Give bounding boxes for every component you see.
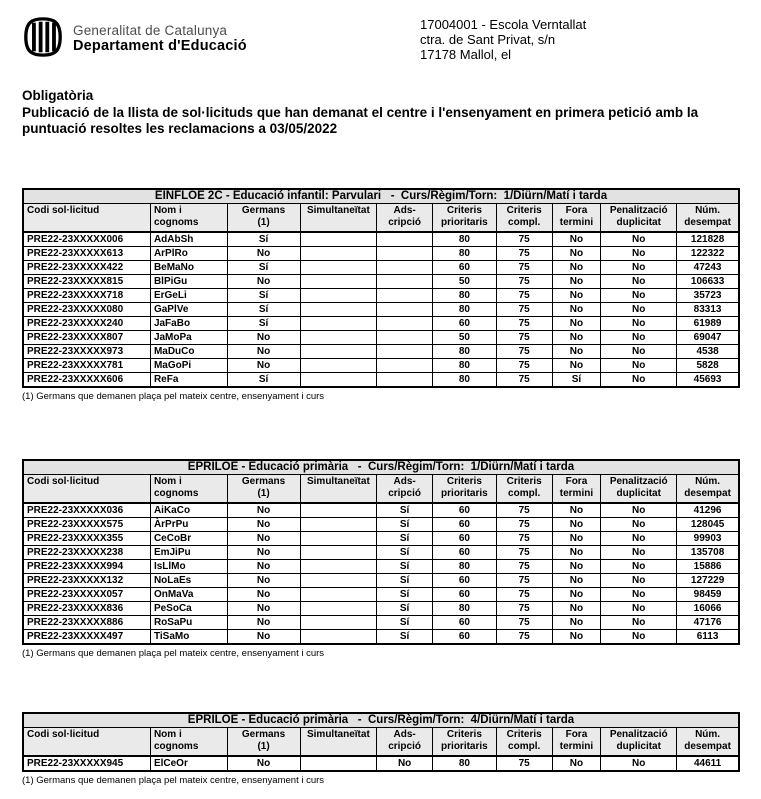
table-row — [23, 559, 739, 573]
cell-num-desempat: 106633 — [677, 274, 739, 288]
cell-criteris-compl: 75 — [496, 358, 552, 372]
col-header-codi-sollicitud: Codi sol·licitud — [23, 728, 150, 756]
cell-criteris-prioritaris: 50 — [433, 274, 497, 288]
table-section-epriloe-4 — [22, 712, 740, 786]
col-header-simultaneitat: Simultaneïtat — [300, 204, 377, 232]
cell-nom-cognoms: EmJiPu — [150, 545, 227, 559]
cell-penalitzacio-duplicitat: No — [601, 246, 677, 260]
cell-criteris-prioritaris: 60 — [433, 260, 497, 274]
cell-fora-termini: No — [552, 615, 601, 629]
cell-penalitzacio-duplicitat: No — [601, 503, 677, 518]
cell-simultaneitat — [300, 756, 377, 771]
cell-criteris-prioritaris: 80 — [433, 246, 497, 260]
cell-criteris-compl: 75 — [496, 615, 552, 629]
cell-num-desempat: 4538 — [677, 344, 739, 358]
cell-germans: No — [227, 615, 300, 629]
cell-nom-cognoms: RoSaPu — [150, 615, 227, 629]
cell-criteris-compl: 75 — [496, 756, 552, 771]
cell-simultaneitat — [300, 545, 377, 559]
cell-codi-sollicitud: PRE22-23XXXXX238 — [23, 545, 150, 559]
cell-nom-cognoms: GaPlVe — [150, 302, 227, 316]
cell-simultaneitat — [300, 503, 377, 518]
cell-penalitzacio-duplicitat: No — [601, 531, 677, 545]
table-row — [23, 573, 739, 587]
cell-penalitzacio-duplicitat: No — [601, 517, 677, 531]
cell-nom-cognoms: ElCeOr — [150, 756, 227, 771]
cell-simultaneitat — [300, 559, 377, 573]
table-row — [23, 587, 739, 601]
cell-num-desempat: 98459 — [677, 587, 739, 601]
cell-codi-sollicitud: PRE22-23XXXXX807 — [23, 330, 150, 344]
table-row — [23, 288, 739, 302]
cell-simultaneitat — [300, 517, 377, 531]
cell-simultaneitat — [300, 232, 377, 247]
table-row — [23, 274, 739, 288]
cell-nom-cognoms: NoLaEs — [150, 573, 227, 587]
cell-criteris-compl: 75 — [496, 545, 552, 559]
cell-fora-termini: No — [552, 756, 601, 771]
cell-criteris-compl: 75 — [496, 302, 552, 316]
cell-nom-cognoms: BeMaNo — [150, 260, 227, 274]
table-row — [23, 260, 739, 274]
cell-codi-sollicitud: PRE22-23XXXXX036 — [23, 503, 150, 518]
cell-adscripcio — [377, 358, 433, 372]
cell-codi-sollicitud: PRE22-23XXXXX945 — [23, 756, 150, 771]
cell-criteris-prioritaris: 80 — [433, 302, 497, 316]
cell-simultaneitat — [300, 358, 377, 372]
table-row — [23, 316, 739, 330]
cell-adscripcio: Sí — [377, 573, 433, 587]
cell-penalitzacio-duplicitat: No — [601, 629, 677, 644]
cell-criteris-prioritaris: 80 — [433, 601, 497, 615]
cell-adscripcio: Sí — [377, 559, 433, 573]
cell-codi-sollicitud: PRE22-23XXXXX057 — [23, 587, 150, 601]
cell-fora-termini: No — [552, 260, 601, 274]
cell-num-desempat: 122322 — [677, 246, 739, 260]
cell-criteris-prioritaris: 60 — [433, 517, 497, 531]
table-row — [23, 629, 739, 644]
cell-fora-termini: No — [552, 573, 601, 587]
cell-num-desempat: 45693 — [677, 372, 739, 387]
cell-criteris-compl: 75 — [496, 573, 552, 587]
cell-codi-sollicitud: PRE22-23XXXXX240 — [23, 316, 150, 330]
cell-criteris-prioritaris: 60 — [433, 503, 497, 518]
cell-criteris-prioritaris: 80 — [433, 372, 497, 387]
cell-adscripcio: Sí — [377, 545, 433, 559]
notice-text: Publicació de la llista de sol·licituds que han demanat el centre i l'ensenyament en primera petició amb la puntuació resoltes les reclamacions a 03/05/2022 — [22, 104, 699, 136]
cell-germans: Sí — [227, 372, 300, 387]
cell-codi-sollicitud: PRE22-23XXXXX355 — [23, 531, 150, 545]
col-header-fora-termini: Fora termini — [552, 728, 601, 756]
cell-codi-sollicitud: PRE22-23XXXXX080 — [23, 302, 150, 316]
cell-num-desempat: 16066 — [677, 601, 739, 615]
cell-germans: No — [227, 629, 300, 644]
cell-criteris-compl: 75 — [496, 316, 552, 330]
cell-penalitzacio-duplicitat: No — [601, 316, 677, 330]
cell-criteris-prioritaris: 60 — [433, 316, 497, 330]
col-header-simultaneitat: Simultaneïtat — [300, 728, 377, 756]
cell-penalitzacio-duplicitat: No — [601, 274, 677, 288]
cell-nom-cognoms: IsLlMo — [150, 559, 227, 573]
cell-fora-termini: No — [552, 531, 601, 545]
school-code-name: 17004001 - Escola Verntallat — [420, 17, 587, 32]
cell-codi-sollicitud: PRE22-23XXXXX006 — [23, 232, 150, 247]
col-header-fora-termini: Fora termini — [552, 204, 601, 232]
cell-fora-termini: No — [552, 587, 601, 601]
cell-criteris-compl: 75 — [496, 517, 552, 531]
cell-penalitzacio-duplicitat: No — [601, 372, 677, 387]
cell-num-desempat: 6113 — [677, 629, 739, 644]
cell-codi-sollicitud: PRE22-23XXXXX781 — [23, 358, 150, 372]
cell-criteris-prioritaris: 50 — [433, 330, 497, 344]
cell-adscripcio — [377, 246, 433, 260]
col-header-criteris-prioritaris: Criteris prioritaris — [433, 204, 497, 232]
col-header-adscripcio: Ads- cripció — [377, 204, 433, 232]
cell-nom-cognoms: ArPlRo — [150, 246, 227, 260]
cell-simultaneitat — [300, 302, 377, 316]
cell-adscripcio: No — [377, 756, 433, 771]
cell-criteris-compl: 75 — [496, 531, 552, 545]
col-header-codi-sollicitud: Codi sol·licitud — [23, 475, 150, 503]
cell-germans: Sí — [227, 288, 300, 302]
cell-num-desempat: 47243 — [677, 260, 739, 274]
cell-num-desempat: 47176 — [677, 615, 739, 629]
cell-simultaneitat — [300, 316, 377, 330]
col-header-adscripcio: Ads- cripció — [377, 728, 433, 756]
cell-codi-sollicitud: PRE22-23XXXXX994 — [23, 559, 150, 573]
cell-criteris-compl: 75 — [496, 260, 552, 274]
cell-adscripcio — [377, 232, 433, 247]
table-row — [23, 531, 739, 545]
cell-adscripcio: Sí — [377, 615, 433, 629]
cell-fora-termini: No — [552, 330, 601, 344]
cell-codi-sollicitud: PRE22-23XXXXX815 — [23, 274, 150, 288]
cell-codi-sollicitud: PRE22-23XXXXX973 — [23, 344, 150, 358]
col-header-simultaneitat: Simultaneïtat — [300, 475, 377, 503]
cell-num-desempat: 121828 — [677, 232, 739, 247]
col-header-germans: Germans (1) — [227, 728, 300, 756]
cell-fora-termini: No — [552, 344, 601, 358]
cell-nom-cognoms: BlPiGu — [150, 274, 227, 288]
cell-num-desempat: 128045 — [677, 517, 739, 531]
admissions-table-epriloe-1 — [22, 459, 740, 645]
cell-criteris-compl: 75 — [496, 246, 552, 260]
cell-simultaneitat — [300, 330, 377, 344]
col-header-criteris-prioritaris: Criteris prioritaris — [433, 475, 497, 503]
cell-simultaneitat — [300, 615, 377, 629]
col-header-fora-termini: Fora termini — [552, 475, 601, 503]
cell-nom-cognoms: ÀrPrPu — [150, 517, 227, 531]
col-header-criteris-compl: Criteris compl. — [496, 475, 552, 503]
cell-criteris-compl: 75 — [496, 503, 552, 518]
cell-num-desempat: 15886 — [677, 559, 739, 573]
cell-adscripcio — [377, 288, 433, 302]
cell-germans: No — [227, 358, 300, 372]
cell-criteris-prioritaris: 80 — [433, 288, 497, 302]
cell-germans: No — [227, 573, 300, 587]
cell-adscripcio: Sí — [377, 531, 433, 545]
table-row — [23, 615, 739, 629]
cell-nom-cognoms: ErGeLi — [150, 288, 227, 302]
cell-simultaneitat — [300, 573, 377, 587]
cell-criteris-compl: 75 — [496, 232, 552, 247]
col-header-penalitzacio-duplicitat: Penalització duplicitat — [601, 475, 677, 503]
cell-criteris-prioritaris: 80 — [433, 232, 497, 247]
cell-adscripcio: Sí — [377, 601, 433, 615]
table-title: EPRILOE - Educació primària - Curs/Règim/Torn: 1/Diürn/Matí i tarda — [23, 460, 739, 475]
col-header-nom-cognoms: Nom i cognoms — [150, 204, 227, 232]
col-header-criteris-prioritaris: Criteris prioritaris — [433, 728, 497, 756]
col-header-adscripcio: Ads- cripció — [377, 475, 433, 503]
school-street: ctra. de Sant Privat, s/n — [420, 32, 556, 47]
cell-codi-sollicitud: PRE22-23XXXXX886 — [23, 615, 150, 629]
col-header-germans: Germans (1) — [227, 204, 300, 232]
table-row — [23, 302, 739, 316]
cell-nom-cognoms: OnMaVa — [150, 587, 227, 601]
senyera-shield-icon — [22, 16, 64, 58]
cell-penalitzacio-duplicitat: No — [601, 260, 677, 274]
cell-codi-sollicitud: PRE22-23XXXXX613 — [23, 246, 150, 260]
cell-nom-cognoms: CeCoBr — [150, 531, 227, 545]
cell-criteris-prioritaris: 60 — [433, 615, 497, 629]
cell-nom-cognoms: AdAbSh — [150, 232, 227, 247]
cell-adscripcio — [377, 260, 433, 274]
cell-fora-termini: No — [552, 517, 601, 531]
cell-criteris-compl: 75 — [496, 601, 552, 615]
cell-fora-termini: No — [552, 358, 601, 372]
cell-simultaneitat — [300, 246, 377, 260]
cell-simultaneitat — [300, 288, 377, 302]
table-row — [23, 756, 739, 771]
col-header-num-desempat: Núm. desempat — [677, 475, 739, 503]
table-section-epriloe-1 — [22, 459, 740, 659]
col-header-num-desempat: Núm. desempat — [677, 728, 739, 756]
cell-penalitzacio-duplicitat: No — [601, 302, 677, 316]
table-row — [23, 232, 739, 247]
cell-nom-cognoms: MaGoPi — [150, 358, 227, 372]
table-row — [23, 517, 739, 531]
cell-germans: Sí — [227, 260, 300, 274]
cell-nom-cognoms: ReFa — [150, 372, 227, 387]
cell-criteris-prioritaris: 60 — [433, 545, 497, 559]
cell-nom-cognoms: PeSoCa — [150, 601, 227, 615]
cell-criteris-compl: 75 — [496, 372, 552, 387]
cell-fora-termini: No — [552, 545, 601, 559]
cell-nom-cognoms: JaMoPa — [150, 330, 227, 344]
notice-label: Obligatòria — [22, 88, 94, 103]
cell-simultaneitat — [300, 344, 377, 358]
cell-germans: No — [227, 559, 300, 573]
cell-adscripcio: Sí — [377, 587, 433, 601]
cell-simultaneitat — [300, 629, 377, 644]
cell-adscripcio: Sí — [377, 517, 433, 531]
org-line2: Departament d'Educació — [73, 37, 247, 54]
table-row — [23, 246, 739, 260]
cell-criteris-compl: 75 — [496, 559, 552, 573]
cell-criteris-compl: 75 — [496, 288, 552, 302]
org-line1: Generalitat de Catalunya — [73, 22, 228, 38]
cell-nom-cognoms: TiSaMo — [150, 629, 227, 644]
col-header-nom-cognoms: Nom i cognoms — [150, 728, 227, 756]
school-address-block — [420, 16, 586, 62]
org-name — [73, 21, 247, 54]
cell-nom-cognoms: JaFaBo — [150, 316, 227, 330]
table-row — [23, 344, 739, 358]
cell-simultaneitat — [300, 372, 377, 387]
cell-criteris-prioritaris: 80 — [433, 559, 497, 573]
cell-germans: No — [227, 545, 300, 559]
cell-fora-termini: No — [552, 559, 601, 573]
cell-num-desempat: 83313 — [677, 302, 739, 316]
cell-penalitzacio-duplicitat: No — [601, 344, 677, 358]
germans-footnote: (1) Germans que demanen plaça pel mateix centre, ensenyament i curs — [22, 774, 325, 786]
cell-penalitzacio-duplicitat: No — [601, 559, 677, 573]
cell-criteris-prioritaris: 80 — [433, 344, 497, 358]
cell-nom-cognoms: MaDuCo — [150, 344, 227, 358]
cell-num-desempat: 5828 — [677, 358, 739, 372]
cell-criteris-compl: 75 — [496, 274, 552, 288]
cell-simultaneitat — [300, 531, 377, 545]
table-row — [23, 330, 739, 344]
document-header — [22, 16, 740, 62]
generalitat-logo — [22, 16, 420, 58]
cell-adscripcio — [377, 274, 433, 288]
cell-num-desempat: 135708 — [677, 545, 739, 559]
cell-germans: No — [227, 601, 300, 615]
table-row — [23, 601, 739, 615]
admissions-table-einfloe-2c — [22, 188, 740, 388]
cell-germans: Sí — [227, 232, 300, 247]
cell-penalitzacio-duplicitat: No — [601, 232, 677, 247]
cell-criteris-prioritaris: 60 — [433, 573, 497, 587]
cell-germans: No — [227, 517, 300, 531]
cell-num-desempat: 41296 — [677, 503, 739, 518]
cell-criteris-compl: 75 — [496, 629, 552, 644]
col-header-criteris-compl: Criteris compl. — [496, 728, 552, 756]
col-header-codi-sollicitud: Codi sol·licitud — [23, 204, 150, 232]
table-row — [23, 545, 739, 559]
cell-penalitzacio-duplicitat: No — [601, 545, 677, 559]
cell-criteris-prioritaris: 80 — [433, 756, 497, 771]
cell-criteris-compl: 75 — [496, 587, 552, 601]
cell-germans: Sí — [227, 302, 300, 316]
cell-germans: No — [227, 756, 300, 771]
cell-codi-sollicitud: PRE22-23XXXXX497 — [23, 629, 150, 644]
cell-germans: No — [227, 531, 300, 545]
cell-simultaneitat — [300, 260, 377, 274]
col-header-num-desempat: Núm. desempat — [677, 204, 739, 232]
cell-fora-termini: No — [552, 503, 601, 518]
cell-penalitzacio-duplicitat: No — [601, 288, 677, 302]
cell-fora-termini: No — [552, 288, 601, 302]
germans-footnote: (1) Germans que demanen plaça pel mateix centre, ensenyament i curs — [22, 647, 325, 659]
table-title: EINFLOE 2C - Educació infantil: Parvulari - Curs/Règim/Torn: 1/Diürn/Matí i tarda — [23, 189, 739, 204]
col-header-criteris-compl: Criteris compl. — [496, 204, 552, 232]
school-city: 17178 Mallol, el — [420, 47, 512, 62]
table-row — [23, 358, 739, 372]
cell-num-desempat: 44611 — [677, 756, 739, 771]
cell-simultaneitat — [300, 587, 377, 601]
cell-num-desempat: 35723 — [677, 288, 739, 302]
cell-fora-termini: No — [552, 316, 601, 330]
cell-simultaneitat — [300, 274, 377, 288]
cell-penalitzacio-duplicitat: No — [601, 615, 677, 629]
cell-num-desempat: 127229 — [677, 573, 739, 587]
cell-fora-termini: No — [552, 246, 601, 260]
notice — [22, 88, 740, 138]
cell-penalitzacio-duplicitat: No — [601, 358, 677, 372]
germans-footnote: (1) Germans que demanen plaça pel mateix centre, ensenyament i curs — [22, 390, 325, 402]
cell-criteris-prioritaris: 60 — [433, 629, 497, 644]
cell-fora-termini: No — [552, 601, 601, 615]
table-row — [23, 503, 739, 518]
cell-penalitzacio-duplicitat: No — [601, 330, 677, 344]
cell-adscripcio: Sí — [377, 629, 433, 644]
cell-penalitzacio-duplicitat: No — [601, 756, 677, 771]
cell-germans: No — [227, 330, 300, 344]
cell-criteris-prioritaris: 60 — [433, 531, 497, 545]
cell-adscripcio: Sí — [377, 503, 433, 518]
col-header-nom-cognoms: Nom i cognoms — [150, 475, 227, 503]
cell-germans: No — [227, 344, 300, 358]
cell-nom-cognoms: AiKaCo — [150, 503, 227, 518]
col-header-penalitzacio-duplicitat: Penalització duplicitat — [601, 204, 677, 232]
cell-penalitzacio-duplicitat: No — [601, 601, 677, 615]
cell-codi-sollicitud: PRE22-23XXXXX422 — [23, 260, 150, 274]
cell-germans: No — [227, 274, 300, 288]
cell-penalitzacio-duplicitat: No — [601, 573, 677, 587]
cell-adscripcio — [377, 344, 433, 358]
cell-codi-sollicitud: PRE22-23XXXXX132 — [23, 573, 150, 587]
cell-adscripcio — [377, 330, 433, 344]
cell-germans: No — [227, 246, 300, 260]
cell-codi-sollicitud: PRE22-23XXXXX718 — [23, 288, 150, 302]
table-title: EPRILOE - Educació primària - Curs/Règim/Torn: 4/Diürn/Matí i tarda — [23, 713, 739, 728]
cell-fora-termini: No — [552, 629, 601, 644]
cell-criteris-compl: 75 — [496, 330, 552, 344]
cell-criteris-prioritaris: 80 — [433, 358, 497, 372]
col-header-germans: Germans (1) — [227, 475, 300, 503]
cell-num-desempat: 61989 — [677, 316, 739, 330]
cell-adscripcio — [377, 316, 433, 330]
col-header-penalitzacio-duplicitat: Penalització duplicitat — [601, 728, 677, 756]
cell-fora-termini: No — [552, 302, 601, 316]
cell-germans: Sí — [227, 316, 300, 330]
cell-num-desempat: 69047 — [677, 330, 739, 344]
cell-codi-sollicitud: PRE22-23XXXXX606 — [23, 372, 150, 387]
cell-fora-termini: No — [552, 274, 601, 288]
cell-germans: No — [227, 587, 300, 601]
cell-penalitzacio-duplicitat: No — [601, 587, 677, 601]
cell-fora-termini: Sí — [552, 372, 601, 387]
cell-num-desempat: 99903 — [677, 531, 739, 545]
admissions-table-epriloe-4 — [22, 712, 740, 772]
cell-codi-sollicitud: PRE22-23XXXXX836 — [23, 601, 150, 615]
cell-criteris-prioritaris: 60 — [433, 587, 497, 601]
cell-criteris-compl: 75 — [496, 344, 552, 358]
cell-adscripcio — [377, 372, 433, 387]
table-section-einfloe-2c — [22, 188, 740, 402]
cell-germans: No — [227, 503, 300, 518]
cell-simultaneitat — [300, 601, 377, 615]
cell-adscripcio — [377, 302, 433, 316]
cell-fora-termini: No — [552, 232, 601, 247]
table-row — [23, 372, 739, 387]
cell-codi-sollicitud: PRE22-23XXXXX575 — [23, 517, 150, 531]
